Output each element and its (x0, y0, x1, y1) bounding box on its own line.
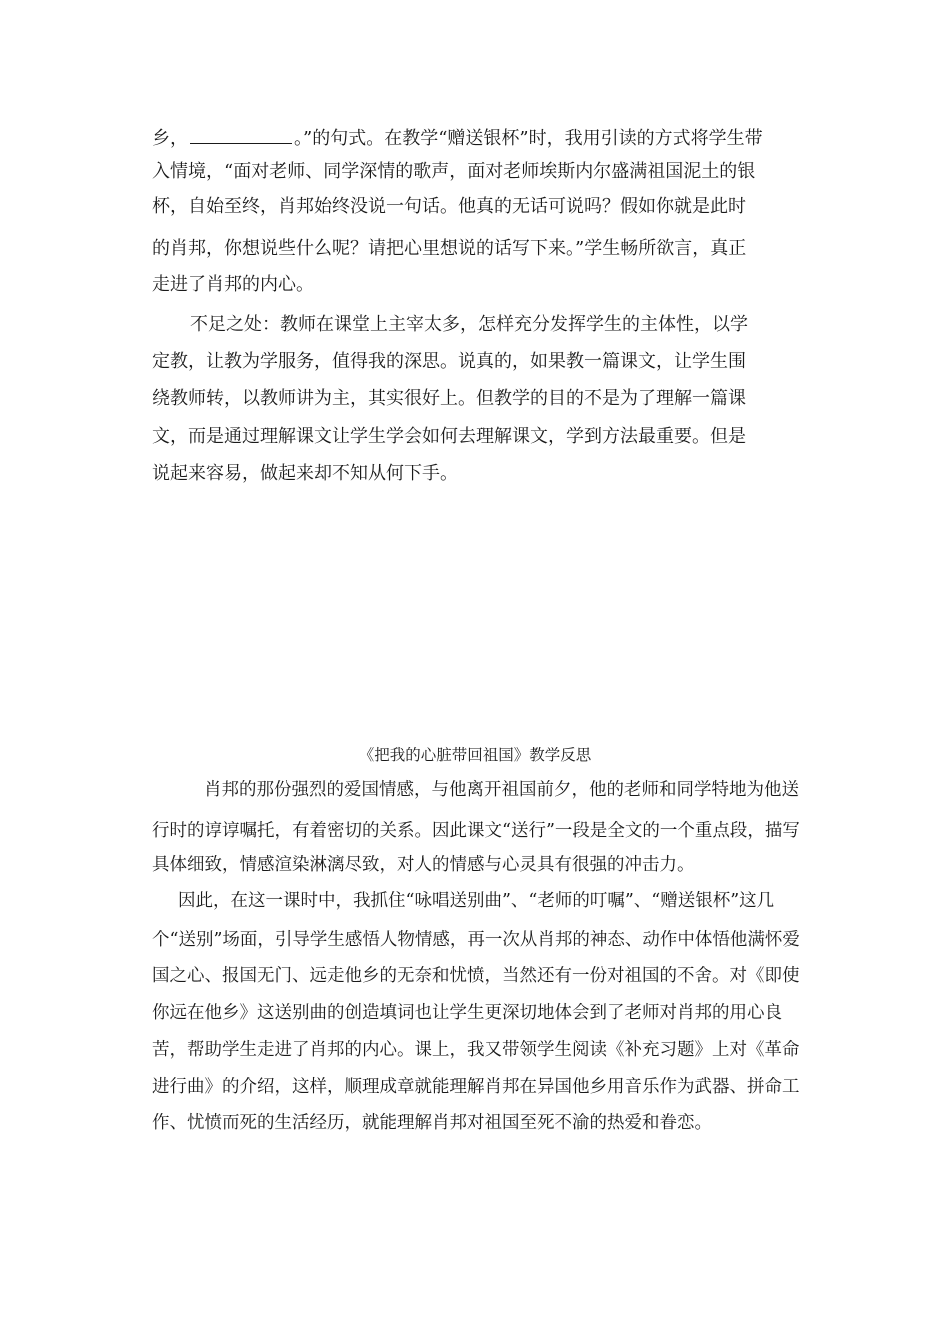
text-line: 进行曲》的介绍，这样，顺理成章就能理解肖邦在异国他乡用音乐作为武器、拼命工 (152, 1077, 800, 1097)
text-line: 走进了肖邦的内心。 (152, 274, 314, 295)
text-line: 定教，让教为学服务，值得我的深思。说真的，如果教一篇课文，让学生围 (152, 351, 746, 372)
text-line: 的肖邦，你想说些什么呢？请把心里想说的话写下来。”学生畅所欲言，真正 (152, 238, 747, 259)
text-line: 国之心、报国无门、远走他乡的无奈和忧愤，当然还有一份对祖国的不舍。对《即使 (152, 966, 800, 986)
text-line: 绕教师转，以教师讲为主，其实很好上。但教学的目的不是为了理解一篇课 (152, 388, 746, 409)
document-title: 《把我的心脏带回祖国》教学反思 (358, 746, 592, 764)
text-line-suffix: 。”的句式。在教学“赠送银杯”时，我用引读的方式将学生带 (294, 128, 763, 149)
text-line-prefix: 乡， (152, 128, 188, 149)
text-line: 入情境，“面对老师、同学深情的歌声，面对老师埃斯内尔盛满祖国泥土的银 (152, 161, 756, 182)
text-line: 文，而是通过理解课文让学生学会如何去理解课文，学到方法最重要。但是 (152, 426, 746, 447)
text-line: 不足之处：教师在课堂上主宰太多，怎样充分发挥学生的主体性，以学 (190, 314, 748, 335)
text-line: 你远在他乡》这送别曲的创造填词也让学生更深切地体会到了老师对肖邦的用心良 (152, 1003, 782, 1023)
text-line (152, 125, 763, 151)
text-line: 杯，自始至终，肖邦始终没说一句话。他真的无话可说吗？假如你就是此时 (152, 196, 746, 217)
text-line: 作、忧愤而死的生活经历，就能理解肖邦对祖国至死不渝的热爱和眷恋。 (152, 1113, 712, 1133)
fill-in-blank (190, 125, 292, 144)
text-line: 个“送别”场面，引导学生感悟人物情感，再一次从肖邦的神态、动作中体悟他满怀爱 (152, 930, 800, 950)
text-line: 行时的谆谆嘱托，有着密切的关系。因此课文“送行”一段是全文的一个重点段，描写 (152, 821, 800, 841)
text-line: 苦，帮助学生走进了肖邦的内心。课上，我又带领学生阅读《补充习题》上对《革命 (152, 1040, 800, 1060)
text-line: 因此，在这一课时中，我抓住“咏唱送别曲”、“老师的叮嘱”、“赠送银杯”这几 (178, 891, 775, 911)
text-line: 具体细致，情感渲染淋漓尽致，对人的情感与心灵具有很强的冲击力。 (152, 855, 695, 875)
text-line: 肖邦的那份强烈的爱国情感，与他离开祖国前夕，他的老师和同学特地为他送 (204, 780, 799, 800)
text-line: 说起来容易，做起来却不知从何下手。 (152, 463, 458, 484)
